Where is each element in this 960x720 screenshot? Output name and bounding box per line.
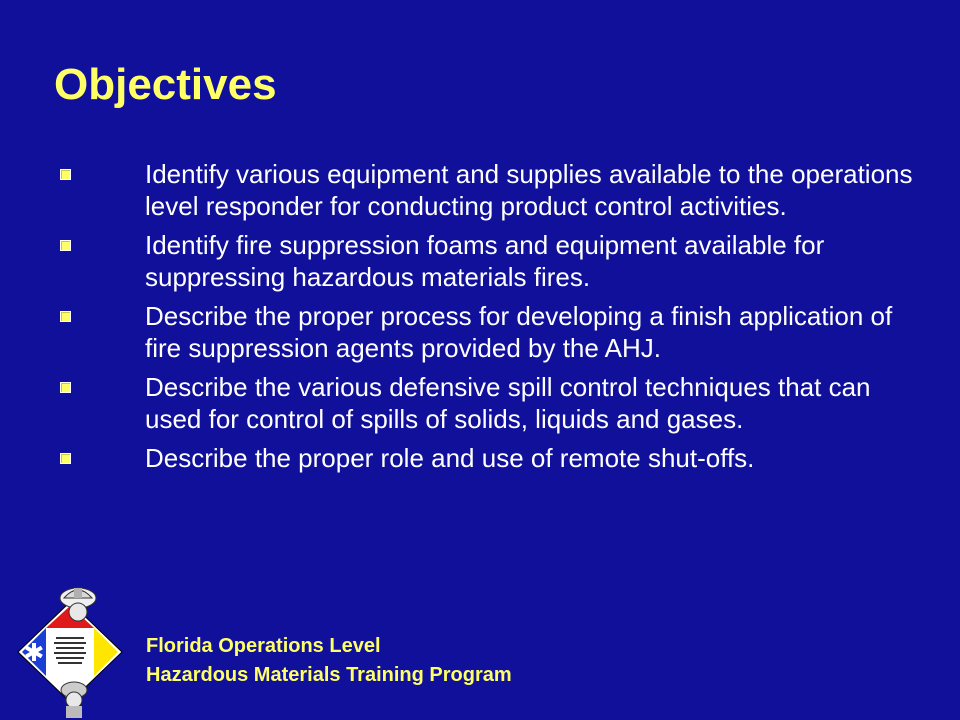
list-item <box>60 300 920 364</box>
list-item <box>60 158 920 222</box>
list-item <box>60 229 920 293</box>
footer-program-name <box>146 632 512 690</box>
footer-line-2: Hazardous Materials Training Program <box>146 664 512 686</box>
bullet-text: Describe the proper role and use of remote shut-offs. <box>145 443 755 473</box>
list-item <box>60 442 920 474</box>
bullet-text: Describe the proper process for developing a finish application of fire suppression agents provided by the AHJ. <box>145 301 893 363</box>
slide-title: Objectives <box>54 60 277 109</box>
hazmat-logo-icon <box>14 580 132 720</box>
bullet-text: Describe the various defensive spill control techniques that can used for control of spills of solids, liquids and gases. <box>145 372 871 434</box>
checkbox-bullet-icon <box>60 240 71 251</box>
checkbox-bullet-icon <box>60 453 71 464</box>
list-item <box>60 371 920 435</box>
bullet-text: Identify fire suppression foams and equipment available for suppressing hazardous materials fires. <box>145 230 825 292</box>
objectives-list <box>60 158 920 481</box>
checkbox-bullet-icon <box>60 311 71 322</box>
checkbox-bullet-icon <box>60 382 71 393</box>
checkbox-bullet-icon <box>60 169 71 180</box>
footer-line-1: Florida Operations Level <box>146 635 381 657</box>
bullet-text: Identify various equipment and supplies available to the operations level responder for conducting product control activities. <box>145 159 913 221</box>
